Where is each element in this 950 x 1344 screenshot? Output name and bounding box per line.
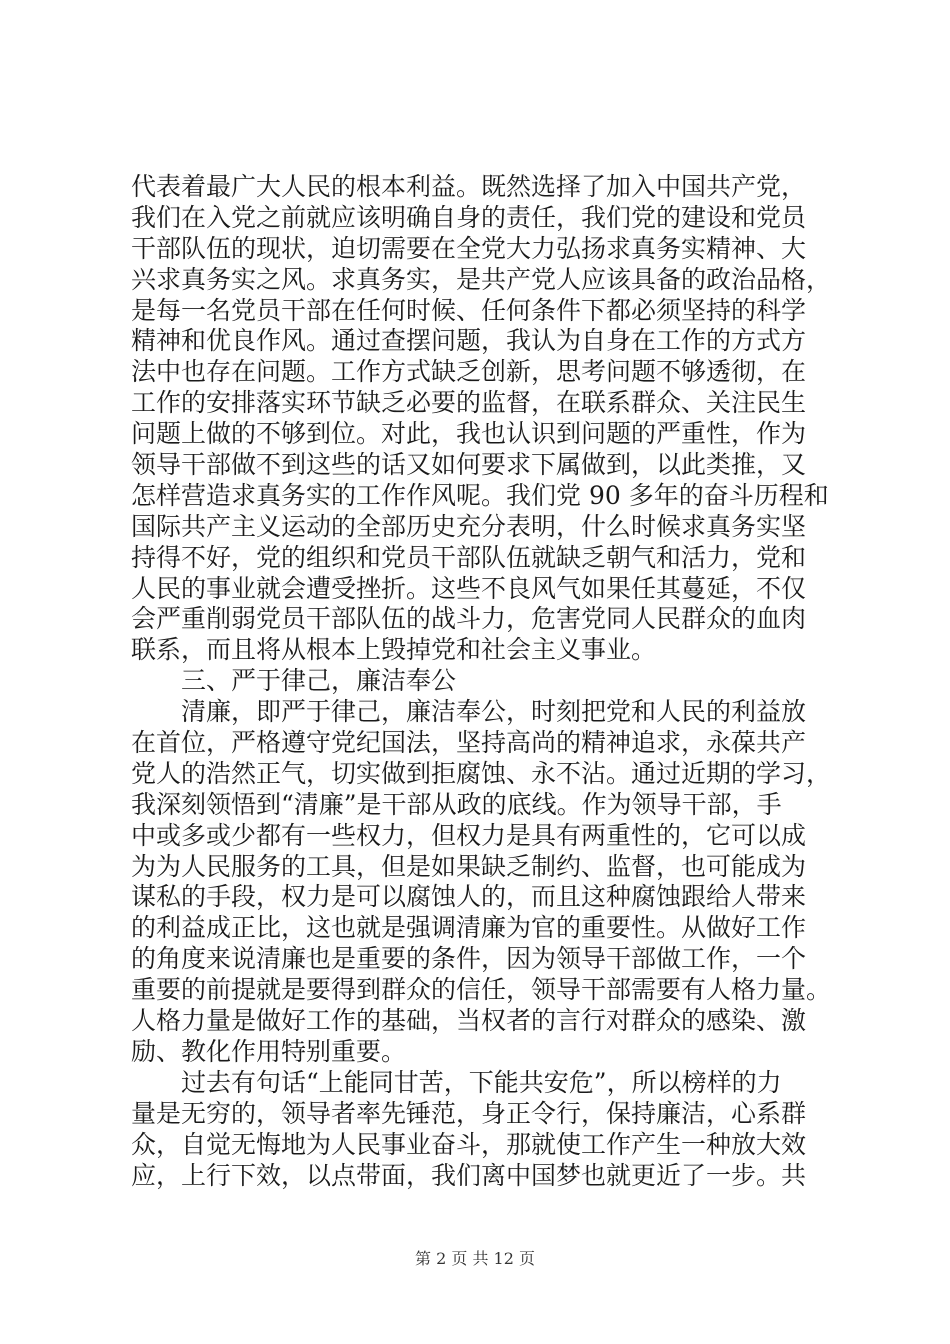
text-line: 的利益成正比，这也就是强调清廉为官的重要性。从做好工作	[131, 913, 807, 943]
text-line: 精神和优良作风。通过查摆问题，我认为自身在工作的方式方	[131, 326, 807, 356]
text-line: 中或多或少都有一些权力，但权力是具有两重性的，它可以成	[131, 820, 807, 850]
text-line: 国际共产主义运动的全部历史充分表明，什么时候求真务实坚	[131, 511, 807, 541]
page-footer: 第 2 页 共 12 页	[415, 1249, 535, 1268]
text-line: 会严重削弱党员干部队伍的战斗力，危害党同人民群众的血肉	[131, 604, 807, 634]
text-line: 清廉，即严于律己，廉洁奉公，时刻把党和人民的利益放	[131, 697, 807, 727]
document-body	[131, 172, 837, 1191]
text-line: 在首位，严格遵守党纪国法，坚持高尚的精神追求，永葆共产	[131, 728, 807, 758]
text-line: 持得不好，党的组织和党员干部队伍就缺乏朝气和活力，党和	[131, 542, 807, 572]
text-line: 领导干部做不到这些的话又如何要求下属做到，以此类推，又	[131, 450, 807, 480]
text-line: 怎样营造求真务实的工作作风呢。我们党 90 多年的奋斗历程和	[131, 480, 829, 510]
text-line: 应，上行下效，以点带面，我们离中国梦也就更近了一步。共	[131, 1160, 807, 1190]
text-line: 我们在入党之前就应该明确自身的责任，我们党的建设和党员	[131, 202, 807, 232]
text-line: 三、严于律己，廉洁奉公	[131, 666, 457, 696]
text-line: 是每一名党员干部在任何时候、任何条件下都必须坚持的科学	[131, 295, 807, 325]
text-line: 工作的安排落实环节缺乏必要的监督，在联系群众、关注民生	[131, 388, 807, 418]
text-line: 问题上做的不够到位。对此，我也认识到问题的严重性，作为	[131, 419, 807, 449]
text-line: 我深刻领悟到“清廉”是干部从政的底线。作为领导干部，手	[131, 789, 782, 819]
text-line: 人民的事业就会遭受挫折。这些不良风气如果任其蔓延，不仅	[131, 573, 807, 603]
text-line: 过去有句话“上能同甘苦，下能共安危”，所以榜样的力	[131, 1067, 782, 1097]
text-line: 联系，而且将从根本上毁掉党和社会主义事业。	[131, 635, 657, 665]
text-line: 励、教化作用特别重要。	[131, 1036, 407, 1066]
text-line: 党人的浩然正气，切实做到拒腐蚀、永不沾。通过近期的学习，	[131, 758, 832, 788]
text-line: 代表着最广大人民的根本利益。既然选择了加入中国共产党，	[131, 172, 807, 201]
text-line: 干部队伍的现状，迫切需要在全党大力弘扬求真务实精神、大	[131, 233, 807, 263]
text-line: 人格力量是做好工作的基础，当权者的言行对群众的感染、激	[131, 1006, 807, 1036]
text-line: 法中也存在问题。工作方式缺乏创新，思考问题不够透彻，在	[131, 357, 807, 387]
text-line: 众，自觉无悔地为人民事业奋斗，那就使工作产生一种放大效	[131, 1129, 807, 1159]
text-line: 的角度来说清廉也是重要的条件，因为领导干部做工作，一个	[131, 944, 807, 974]
text-line: 兴求真务实之风。求真务实，是共产党人应该具备的政治品格，	[131, 264, 832, 294]
text-line: 谋私的手段，权力是可以腐蚀人的，而且这种腐蚀跟给人带来	[131, 882, 807, 912]
text-line: 重要的前提就是要得到群众的信任，领导干部需要有人格力量。	[131, 975, 832, 1005]
text-line: 为为人民服务的工具，但是如果缺乏制约、监督，也可能成为	[131, 851, 807, 881]
text-line: 量是无穷的，领导者率先锤范，身正令行，保持廉洁，心系群	[131, 1098, 807, 1128]
